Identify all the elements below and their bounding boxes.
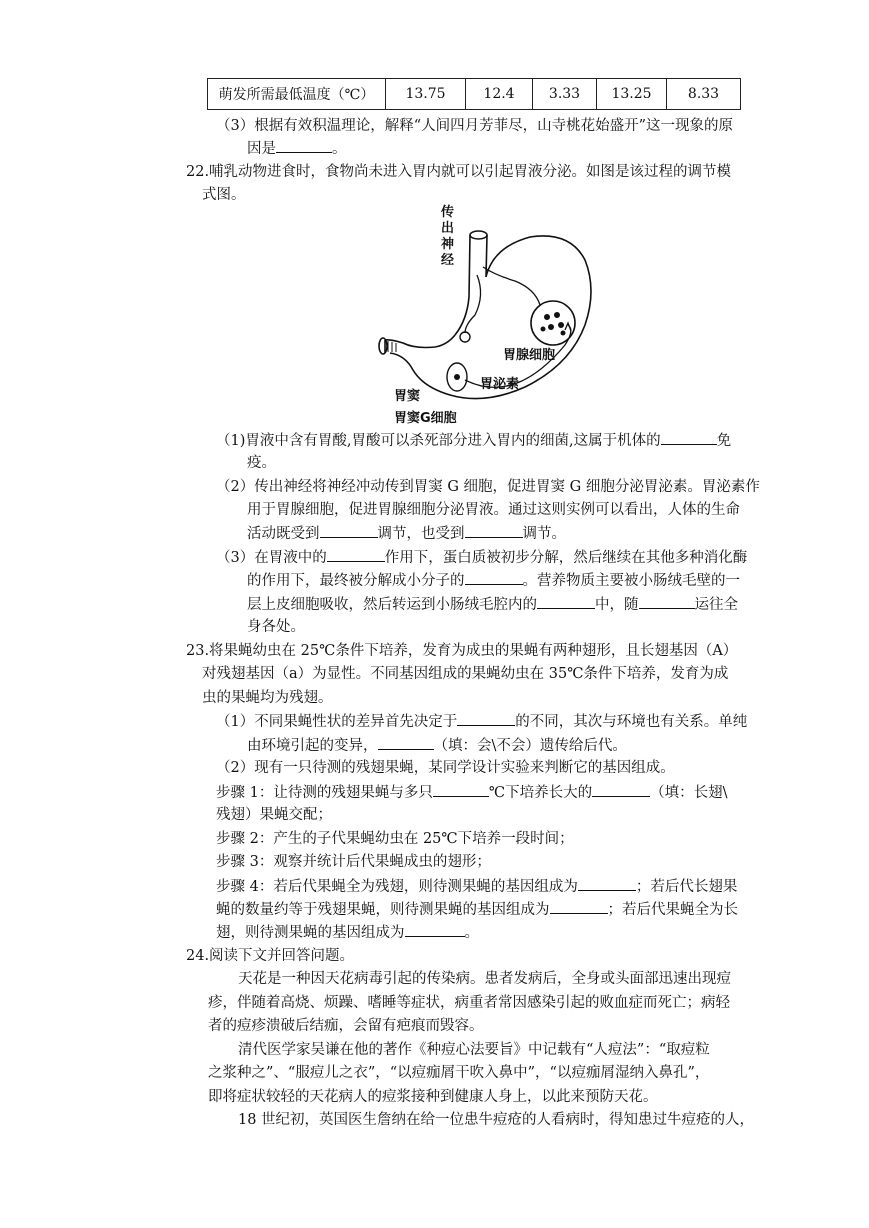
answer-blank[interactable] bbox=[592, 782, 650, 797]
gastrin-label: 胃泌素 bbox=[480, 377, 520, 392]
q24-para1-line3: 者的痘疹溃破后结痂，会留有疤痕而毁容。 bbox=[208, 1018, 484, 1034]
text: 作用下，蛋白质被初步分解，然后继续在其他多种消化酶 bbox=[384, 550, 748, 566]
answer-blank[interactable] bbox=[465, 523, 523, 538]
text: ℃下培养长大的 bbox=[488, 785, 593, 801]
answer-blank[interactable] bbox=[276, 138, 332, 153]
text: （填：长翅\ bbox=[650, 785, 728, 801]
text: 翅，则待测果蝇的基因组成为 bbox=[216, 925, 405, 941]
q21-3-line2 bbox=[247, 138, 347, 159]
table-cell: 3.33 bbox=[533, 79, 597, 110]
q22-1-line1 bbox=[216, 430, 731, 451]
text: 的不同，其次与环境也有关系。单纯 bbox=[515, 714, 748, 730]
text: 步骤 4：若后代果蝇全为残翅，则待测果蝇的基因组成为 bbox=[216, 879, 578, 895]
q24-para2-line2: 之浆种之”、“服痘儿之衣”，“以痘痂屑干吹入鼻中”，“以痘痂屑湿纳入鼻孔”， bbox=[208, 1065, 710, 1081]
temperature-table bbox=[207, 78, 741, 110]
text: 层上皮细胞吸收，然后转运到小肠绒毛腔内的 bbox=[247, 597, 537, 613]
table-cell: 8.33 bbox=[667, 79, 741, 110]
duodenum-rings bbox=[388, 341, 396, 352]
table-row bbox=[208, 79, 741, 110]
text: 由环境引起的变异， bbox=[247, 738, 378, 754]
text: 的作用下，最终被分解成小分子的 bbox=[247, 573, 465, 589]
nerve-ending bbox=[460, 332, 470, 342]
esophagus-right-wall bbox=[486, 235, 487, 277]
q22-3-line2 bbox=[247, 570, 740, 591]
q23-1-line2 bbox=[247, 735, 627, 756]
q23-stem-line1: 23.将果蝇幼虫在 25℃条件下培养，发育为成虫的果蝇有两种翅形，且长翅基因（A） bbox=[186, 643, 738, 659]
table-cell: 13.25 bbox=[597, 79, 667, 110]
answer-blank[interactable] bbox=[537, 594, 595, 609]
q23-step3: 步骤 3：观察并统计后代果蝇成虫的翅形； bbox=[216, 854, 491, 870]
answer-blank[interactable] bbox=[433, 782, 489, 797]
q23-1-line1 bbox=[216, 711, 747, 732]
gastrin-arrow bbox=[565, 323, 571, 331]
answer-blank[interactable] bbox=[378, 735, 434, 750]
q22-1-line2: 疫。 bbox=[247, 455, 276, 471]
q22-stem-line1: 22.哺乳动物进食时，食物尚未进入胃内就可以引起胃液分泌。如图是该过程的调节模 bbox=[186, 164, 732, 180]
antrum-g-cell-label: 胃窦G细胞 bbox=[394, 411, 457, 426]
q22-3-line3 bbox=[247, 594, 738, 615]
text: 。 bbox=[332, 141, 347, 157]
q21-3-line1: （3）根据有效积温理论，解释“人间四月芳菲尽，山寺桃花始盛开”这一现象的原 bbox=[216, 118, 734, 134]
text: ；若后代长翅果 bbox=[635, 879, 738, 895]
text: 运往全 bbox=[694, 597, 738, 613]
answer-blank[interactable] bbox=[457, 711, 515, 726]
text: 步骤 1：让待测的残翅果蝇与多只 bbox=[216, 785, 433, 801]
text: 蝇的数量约等于残翅果蝇，则待测果蝇的基因组成为 bbox=[216, 902, 550, 918]
q24-para3-line1: 18 世纪初，英国医生詹纳在给一位患牛痘疮的人看病时，得知患过牛痘疮的人， bbox=[238, 1112, 755, 1128]
text: 。营养物质主要被小肠绒毛壁的一 bbox=[522, 573, 740, 589]
text: 因是 bbox=[247, 141, 276, 157]
label-char: 神 bbox=[441, 237, 455, 252]
stomach-regulation-figure bbox=[365, 205, 610, 427]
esophagus-opening bbox=[470, 231, 487, 239]
efferent-nerve-label bbox=[441, 205, 454, 269]
q24-para2-line3: 即将症状较轻的天花病人的痘浆接种到健康人身上，以此来预防天花。 bbox=[208, 1089, 658, 1105]
text: 中，随 bbox=[595, 597, 639, 613]
q23-stem-line3: 虫的果蝇均为残翅。 bbox=[202, 690, 333, 706]
answer-blank[interactable] bbox=[661, 430, 717, 445]
q23-step4-line1 bbox=[216, 876, 737, 897]
label-char: 传 bbox=[441, 205, 455, 220]
q23-step1-line2: 残翅）果蝇交配； bbox=[216, 807, 332, 823]
answer-blank[interactable] bbox=[550, 899, 608, 914]
gastric-gland-cell-label: 胃腺细胞 bbox=[503, 348, 556, 363]
gastric-antrum-label: 胃窦 bbox=[394, 389, 421, 404]
q22-2-line2: 用于胃腺细胞，促进胃腺细胞分泌胃液。通过这则实例可以看出，人体的生命 bbox=[247, 502, 740, 518]
q24-para1-line2: 疹，伴随着高烧、烦躁、嗜睡等症状，病重者常因感染引起的败血症而死亡；病轻 bbox=[208, 995, 730, 1011]
text: 调节，也受到 bbox=[377, 526, 465, 542]
answer-blank[interactable] bbox=[320, 523, 378, 538]
text: （填：会\不会）遗传给后代。 bbox=[433, 738, 627, 754]
table-cell: 12.4 bbox=[466, 79, 533, 110]
q23-step4-line3 bbox=[216, 922, 479, 943]
table-row-label: 萌发所需最低温度（℃） bbox=[208, 79, 386, 110]
answer-blank[interactable] bbox=[578, 876, 636, 891]
q24-stem: 24.阅读下文并回答问题。 bbox=[186, 948, 355, 964]
q22-2-line1: （2）传出神经将神经冲动传到胃窦 G 细胞，促进胃窦 G 细胞分泌胃泌素。胃泌素作 bbox=[216, 479, 760, 495]
answer-blank[interactable] bbox=[465, 570, 523, 585]
q24-para1-line1: 天花是一种因天花病毒引起的传染病。患者发病后，全身或头面部迅速出现痘 bbox=[238, 971, 731, 987]
gland-detail bbox=[541, 312, 566, 336]
q23-step2: 步骤 2：产生的子代果蝇幼虫在 25℃下培养一段时间； bbox=[216, 831, 574, 847]
text: （3）在胃液中的 bbox=[216, 550, 327, 566]
q23-stem-line2: 对残翅基因（a）为显性。不同基因组成的果蝇幼虫在 35℃条件下培养，发育为成 bbox=[202, 666, 729, 682]
table-cell: 13.75 bbox=[386, 79, 466, 110]
text: 。 bbox=[464, 925, 479, 941]
nerve-branch-upper bbox=[483, 267, 540, 305]
text: 免 bbox=[716, 433, 732, 449]
q23-step4-line2 bbox=[216, 899, 738, 920]
q22-stem-line2: 式图。 bbox=[202, 187, 246, 203]
answer-blank[interactable] bbox=[639, 594, 695, 609]
text: 调节。 bbox=[522, 526, 566, 542]
q23-2-line: （2）现有一只待测的残翅果蝇，某同学设计实验来判断它的基因组成。 bbox=[216, 760, 675, 776]
label-char: 经 bbox=[441, 253, 455, 268]
q24-para2-line1: 清代医学家吴谦在他的著作《种痘心法要旨》中记载有“人痘法”：“取痘粒 bbox=[238, 1042, 710, 1058]
text: （1）不同果蝇性状的差异首先决定于 bbox=[216, 714, 458, 730]
esophagus-left-wall bbox=[455, 235, 470, 335]
text: ；若后代果蝇全为长 bbox=[607, 902, 738, 918]
q22-3-line1 bbox=[216, 547, 747, 568]
answer-blank[interactable] bbox=[405, 922, 465, 937]
g-cell-nucleus bbox=[454, 374, 460, 380]
text: （1)胃液中含有胃酸,胃酸可以杀死部分进入胃内的细菌,这属于机体的 bbox=[216, 433, 661, 449]
answer-blank[interactable] bbox=[327, 547, 385, 562]
text: 活动既受到 bbox=[247, 526, 320, 542]
q22-2-line3 bbox=[247, 523, 566, 544]
q23-step1-line1 bbox=[216, 782, 727, 803]
q22-3-line4: 身各处。 bbox=[247, 619, 305, 635]
label-char: 出 bbox=[441, 221, 455, 236]
